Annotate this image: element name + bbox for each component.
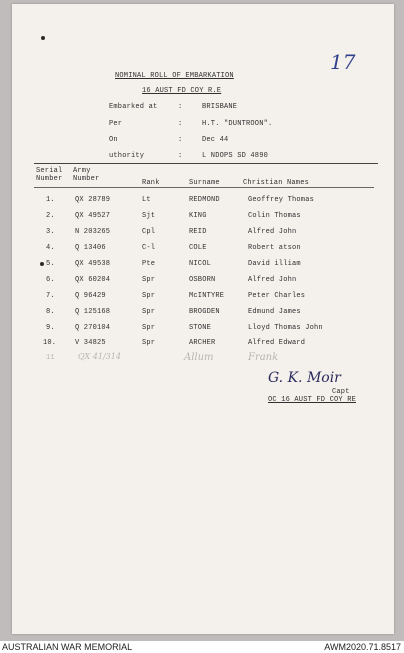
cell-serial: 10.: [43, 339, 57, 347]
cell-army-number: QX 49527: [75, 212, 111, 220]
cell-serial: 4.: [46, 244, 55, 252]
cell-rank: Spr: [142, 324, 156, 332]
signature-unit: OC 16 AUST FD COY RE: [268, 396, 357, 404]
cell-surname: KING: [189, 212, 207, 220]
cell-army-number: N 203265: [75, 228, 111, 236]
field-label-on: On: [109, 136, 118, 144]
cell-rank: Pte: [142, 260, 156, 268]
footer-source: AUSTRALIAN WAR MEMORIAL: [2, 642, 133, 652]
cell-serial: 3.: [46, 228, 55, 236]
cell-surname: COLE: [189, 244, 207, 252]
column-army-number: Army Number: [73, 167, 100, 183]
document-title: NOMINAL ROLL OF EMBARKATION: [115, 72, 234, 80]
cell-serial: 1.: [46, 196, 55, 204]
field-value-on: Dec 44: [202, 136, 229, 144]
cell-christian-names: Peter Charles: [248, 292, 306, 300]
cell-army-number: QX 28789: [75, 196, 111, 204]
faint-christian-names: Frank: [248, 352, 279, 363]
cell-army-number: Q 96429: [75, 292, 106, 300]
faint-army-number: QX 41/314: [78, 352, 121, 361]
cell-surname: STONE: [189, 324, 212, 332]
field-label-authority: uthority: [109, 152, 145, 160]
cell-army-number: Q 13406: [75, 244, 106, 252]
cell-rank: Spr: [142, 292, 156, 300]
footer-accession: AWM2020.71.8517: [324, 642, 401, 652]
signature-rank: Capt: [332, 388, 350, 396]
field-sep: :: [178, 136, 183, 144]
cell-christian-names: Lloyd Thomas John: [248, 324, 323, 332]
page-number: 17: [330, 50, 356, 74]
archive-footer: [0, 641, 404, 653]
cell-serial: 7.: [46, 292, 55, 300]
cell-surname: NICOL: [189, 260, 212, 268]
punch-hole-bottom: [40, 262, 44, 266]
column-christian-names: Christian Names: [243, 179, 310, 187]
cell-surname: REID: [189, 228, 207, 236]
punch-hole-top: [41, 36, 45, 40]
cell-surname: OSBORN: [189, 276, 216, 284]
cell-army-number: QX 49538: [75, 260, 111, 268]
cell-christian-names: Colin Thomas: [248, 212, 301, 220]
cell-christian-names: Robert atson: [248, 244, 301, 252]
column-header-underline: [34, 187, 374, 188]
cell-serial: 8.: [46, 308, 55, 316]
cell-rank: Spr: [142, 308, 156, 316]
cell-surname: ARCHER: [189, 339, 216, 347]
field-value-per: H.T. "DUNTROON".: [202, 120, 273, 128]
cell-army-number: QX 60204: [75, 276, 111, 284]
cell-army-number: Q 270104: [75, 324, 111, 332]
cell-christian-names: David illiam: [248, 260, 301, 268]
field-value-embarked: BRISBANE: [202, 103, 238, 111]
column-surname: Surname: [189, 179, 220, 187]
header-divider: [34, 163, 378, 164]
cell-serial: 2.: [46, 212, 55, 220]
cell-rank: Cpl: [142, 228, 156, 236]
cell-rank: C-l: [142, 244, 156, 252]
cell-christian-names: Alfred John: [248, 276, 297, 284]
cell-christian-names: Edmund James: [248, 308, 301, 316]
cell-army-number: V 34825: [75, 339, 106, 347]
field-sep: :: [178, 120, 183, 128]
field-sep: :: [178, 103, 183, 111]
cell-surname: McINTYRE: [189, 292, 225, 300]
cell-serial: 6.: [46, 276, 55, 284]
cell-rank: Lt: [142, 196, 151, 204]
cell-christian-names: Alfred John: [248, 228, 297, 236]
field-value-authority: L NDOPS SD 4890: [202, 152, 269, 160]
faint-serial: 11: [46, 354, 55, 362]
column-serial: Serial Number: [36, 167, 63, 183]
cell-surname: REDMOND: [189, 196, 220, 204]
signature: G. K. Moir: [268, 370, 341, 386]
cell-christian-names: Geoffrey Thomas: [248, 196, 315, 204]
cell-rank: Sjt: [142, 212, 156, 220]
unit-heading: 16 AUST FD COY R.E: [142, 87, 222, 95]
cell-christian-names: Alfred Edward: [248, 339, 306, 347]
field-label-per: Per: [109, 120, 123, 128]
cell-rank: Spr: [142, 339, 156, 347]
faint-surname: Allum: [184, 352, 214, 363]
field-sep: :: [178, 152, 183, 160]
column-rank: Rank: [142, 179, 160, 187]
cell-surname: BROGDEN: [189, 308, 220, 316]
cell-serial: 9.: [46, 324, 55, 332]
cell-serial: 5.: [46, 260, 55, 268]
field-label-embarked: Embarked at: [109, 103, 158, 111]
cell-army-number: Q 125168: [75, 308, 111, 316]
document-page: [12, 4, 394, 634]
cell-rank: Spr: [142, 276, 156, 284]
